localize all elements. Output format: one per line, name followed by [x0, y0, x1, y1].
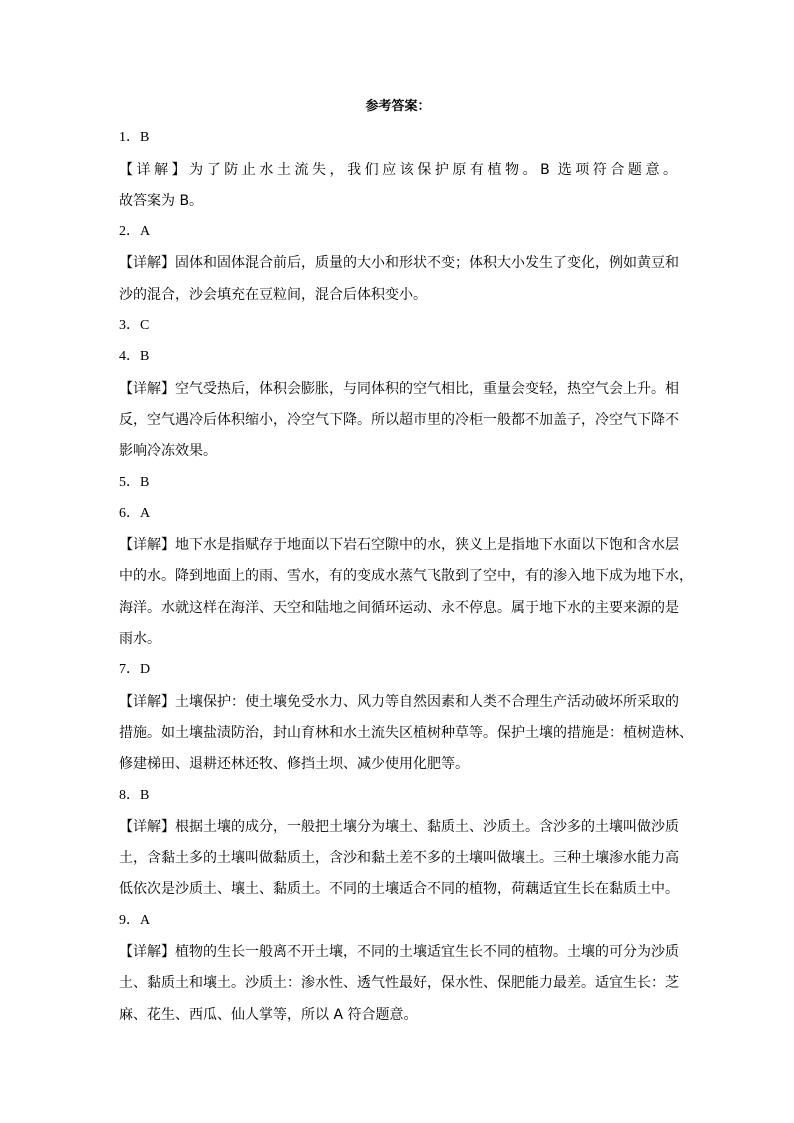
explanation-line: 【详解】土壤保护：使土壤免受水力、风力等自然因素和人类不合理生产活动破坏所采取的 [119, 693, 679, 710]
explanation-line: 反，空气遇冷后体积缩小，冷空气下降。所以超市里的冷柜一般都不加盖子，冷空气下降不 [119, 411, 679, 428]
explanation-line: 麻、花生、西瓜、仙人掌等，所以 A 符合题意。 [119, 1006, 418, 1023]
answer-number: 6．A [119, 505, 151, 521]
page-title: 参考答案： [365, 99, 431, 114]
answer-number: 3．C [119, 318, 150, 334]
answer-number: 2．A [119, 224, 151, 240]
answer-number: 9．A [119, 912, 151, 928]
answer-document [119, 96, 693, 1035]
answer-number: 5．B [119, 474, 150, 490]
answer-number: 4．B [119, 349, 150, 365]
explanation-line: 【详解】空气受热后，体积会膨胀，与同体积的空气相比，重量会变轻，热空气会上升。相 [119, 380, 679, 397]
explanation-line: 影响冷冻效果。 [119, 443, 217, 460]
explanation-line: 措施。如土壤盐渍防治，封山育林和水土流失区植树种草等。保护土壤的措施是：植树造林、 [119, 724, 693, 741]
explanation-line: 【详解】植物的生长一般离不开土壤，不同的土壤适宜生长不同的植物。土壤的可分为沙质 [119, 944, 679, 961]
explanation-line: 海洋。水就这样在海洋、天空和陆地之间循环运动、永不停息。属于地下水的主要来源的是 [119, 599, 679, 616]
explanation-line: 土、黏质土和壤土。沙质土：渗水性、透气性最好，保水性、保肥能力最差。适宜生长：芝 [119, 975, 679, 992]
answer-item [119, 659, 693, 784]
explanation-line: 【详解】为了防止水土流失，我们应该保护原有植物。B 选项符合题意。 [119, 161, 677, 178]
explanation-line: 沙的混合，沙会填充在豆粒间，混合后体积变小。 [119, 286, 427, 303]
answer-item [119, 910, 677, 1035]
answer-number: 8．B [119, 787, 150, 803]
explanation-line: 修建梯田、退耕还林还牧、修挡土坝、减少使用化肥等。 [119, 756, 469, 773]
answer-item [119, 472, 677, 503]
explanation-line: 中的水。降到地面上的雨、雪水，有的变成水蒸气飞散到了空中，有的渗入地下成为地下水， [119, 568, 693, 585]
answer-number: 7．D [119, 662, 151, 678]
answer-item [119, 127, 677, 221]
answer-number: 1．B [119, 130, 150, 146]
answer-item [119, 315, 677, 346]
explanation-line: 低依次是沙质土、壤土、黏质土。不同的土壤适合不同的植物，荷藕适宜生长在黏质土中。 [119, 881, 679, 898]
explanation-line: 故答案为 B。 [119, 192, 204, 209]
explanation-line: 土，含黏土多的土壤叫做黏质土，含沙和黏土差不多的土壤叫做壤土。三种土壤渗水能力高 [119, 850, 679, 867]
explanation-line: 【详解】根据土壤的成分，一般把土壤分为壤土、黏质土、沙质土。含沙多的土壤叫做沙质 [119, 818, 679, 835]
answer-item [119, 221, 677, 315]
answer-item [119, 503, 693, 659]
explanation-line: 雨水。 [119, 631, 161, 648]
answer-item [119, 346, 677, 471]
explanation-line: 【详解】固体和固体混合前后，质量的大小和形状不变；体积大小发生了变化，例如黄豆和 [119, 255, 679, 272]
answer-item [119, 785, 677, 910]
explanation-line: 【详解】地下水是指赋存于地面以下岩石空隙中的水，狭义上是指地下水面以下饱和含水层 [119, 537, 679, 554]
